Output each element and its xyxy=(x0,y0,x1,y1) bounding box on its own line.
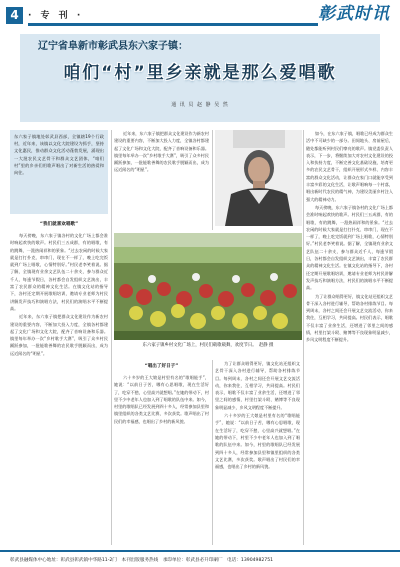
page-footer xyxy=(0,550,400,567)
portrait-photo-graphic xyxy=(215,130,302,226)
paragraph: 六十多岁的王大娘是村里有名的“歌唱能手”，她说：“以前日子苦，哪有心思唱歌，现在生活好了，吃穿不愁，心里高兴就想唱。”在她的带动下，村里不少中老年人也加入到了唱歌的队伍中来。如今，村里的歌唱队已经发展到四十多人，经常参加县里和镇里组织的各类文艺比赛，多次获奖。歌声唱出了村民们的幸福感，也唱出了乡村的新风貌。 xyxy=(114,375,209,424)
footer-info: 彰武县融媒体中心地址：彰武县彰武镇中华路11-2门 本刊出版服务热线 承印单位：彰武县必升印刷厂 电话：13904982751 xyxy=(10,558,274,563)
column-divider xyxy=(212,130,213,230)
column-divider xyxy=(212,360,213,545)
paragraph: 如今，在东六家子镇，唱歌已经成为群众生活中不可缺少的一部分。田间地头、房前屋后，随处都能听到村民们嘹亮的歌声。镇党委负责人表示，下一步，将继续加大对农村文化建设的投入和扶持力度，不断完善文化基础设施，培育更多的农民文艺骨干，组织开展形式多样、内容丰富的群众文化活动，让群众在家门口就能享受到丰富多彩的文化生活，让歌声唱响每一个村落，唱出新时代农民的精气神，为建设美丽乡村注入强大的精神动力。 xyxy=(306,131,393,202)
subheading: “唱出了好日子” xyxy=(144,364,179,369)
article-column-2-lower xyxy=(114,360,209,545)
byline: 通 讯 员 赵 静 吴 然 xyxy=(171,102,229,108)
column-divider xyxy=(303,130,304,545)
title-block xyxy=(20,34,380,122)
header-rule xyxy=(28,23,318,26)
intro-box: 东六家子镇地处彰武县西部，全镇辖19个行政村，近年来，该镇以文化大院建设为抓手，坚持文化惠民，推动群众文化活动蓬勃发展，涌现出一大批农民文艺骨干和群众文艺团体，“咱们村”里的乡亲们用歌声唱出了对新生活的热爱和向往。 xyxy=(10,130,108,214)
page-number: 4 xyxy=(6,7,23,24)
paragraph: 每天傍晚，东六家子镇各村的文化广场上都会准时响起欢快的歌声。村民们三五成群，有的唱歌，有的跳舞，一派热闹祥和的景象。“过去农闲的时候大家就是打打扑克、串串门，现在不一样了，晚上吃完饭就到广场上唱歌，心情特别好。”村民老李笑着说。据了解，全镇现有业余文艺队伍二十余支，参与群众近千人，每逢节假日，各村都会自发组织文艺演出，丰富了农民群众的精神文化生活。在镇文化站的指导下，各村还定期开展歌唱培训，邀请专业老师为村民讲解发声技巧和演唱方法，村民们的演唱水平不断提高。 xyxy=(306,204,393,291)
page-header xyxy=(0,0,400,30)
portrait-photo xyxy=(215,130,302,226)
paragraph: 每天傍晚，东六家子镇各村的文化广场上都会准时响起欢快的歌声。村民们三五成群，有的唱歌，有的跳舞，一派热闹祥和的景象。“过去农闲的时候大家就是打打扑克、串串门，现在不一样了，晚上吃完饭就到广场上唱歌，心情特别好。”村民老李笑着说。据了解，全镇现有业余文艺队伍二十余支，参与群众近千人，每逢节假日，各村都会自发组织文艺演出，丰富了农民群众的精神文化生活。在镇文化站的指导下，各村还定期开展歌唱培训，邀请专业老师为村民讲解发声技巧和演唱方法，村民们的演唱水平不断提高。 xyxy=(10,233,108,311)
article-column-2 xyxy=(114,130,209,230)
masthead: 彰武时讯 xyxy=(318,4,390,24)
article-column-3 xyxy=(215,360,300,545)
column-divider xyxy=(111,130,112,545)
paragraph: 为了让群众唱得更好，镇文化站还组织文艺骨干深入各村进行辅导，帮助各村排练节目。每到周末，各村之间还会开展文艺交流活动，你来我往，互相学习，共同提高。村民们表示，唱歌不仅丰富了业余生活，还增进了邻里之间的感情，村里打架斗殴、赌博等不良现象明显减少，乡风文明程度不断提升。 xyxy=(306,293,393,343)
paragraph: 为了让群众唱得更好，镇文化站还组织文艺骨干深入各村进行辅导，帮助各村排练节目。每到周末，各村之间还会开展文艺交流活动，你来我往，互相学习，共同提高。村民们表示，唱歌不仅丰富了业余生活，还增进了邻里之间的感情，村里打架斗殴、赌博等不良现象明显减少，乡风文明程度不断提升。 xyxy=(215,361,300,410)
subheading: “我们就喜欢唱歌” xyxy=(39,222,79,227)
article-column-4 xyxy=(306,130,393,545)
section-label: · 专 刊 · xyxy=(28,11,84,21)
group-photo-graphic xyxy=(114,233,302,340)
paragraph: 六十多岁的王大娘是村里有名的“歌唱能手”，她说：“以前日子苦，哪有心思唱歌，现在生活好了，吃穿不愁，心里高兴就想唱。”在她的带动下，村里不少中老年人也加入到了唱歌的队伍中来。如今，村里的歌唱队已经发展到四十多人，经常参加县里和镇里组织的各类文艺比赛，多次获奖。歌声唱出了村民们的幸福感，也唱出了乡村的新风貌。 xyxy=(215,413,300,470)
group-photo xyxy=(114,233,302,340)
headline: 咱们“村”里乡亲就是那么爱唱歌 xyxy=(63,63,337,83)
kicker: 辽宁省阜新市彰武县东六家子镇： xyxy=(38,41,188,52)
photo-caption: 东六家子镇乡村文化广场上，村民们载歌载舞，欢度节日。 赵静 摄 xyxy=(142,343,274,348)
paragraph: 近年来，东六家子镇把群众文化建设作为新农村建设的重要内容，不断加大投入力度，全镇各村都建起了文化广场和文化大院，配齐了音响设备和乐器。镇里每年举办一次“乡村歌手大赛”，吸引了众多村民踊跃参加，一批能歌善舞的农民歌手脱颖而出，成为远近闻名的“明星”。 xyxy=(10,314,108,356)
article-column-1 xyxy=(10,218,108,545)
paragraph: 近年来，东六家子镇把群众文化建设作为新农村建设的重要内容，不断加大投入力度，全镇各村都建起了文化广场和文化大院，配齐了音响设备和乐器。镇里每年举办一次“乡村歌手大赛”，吸引了众多村民踊跃参加，一批能歌善舞的农民歌手脱颖而出，成为远近闻名的“明星”。 xyxy=(114,131,209,173)
